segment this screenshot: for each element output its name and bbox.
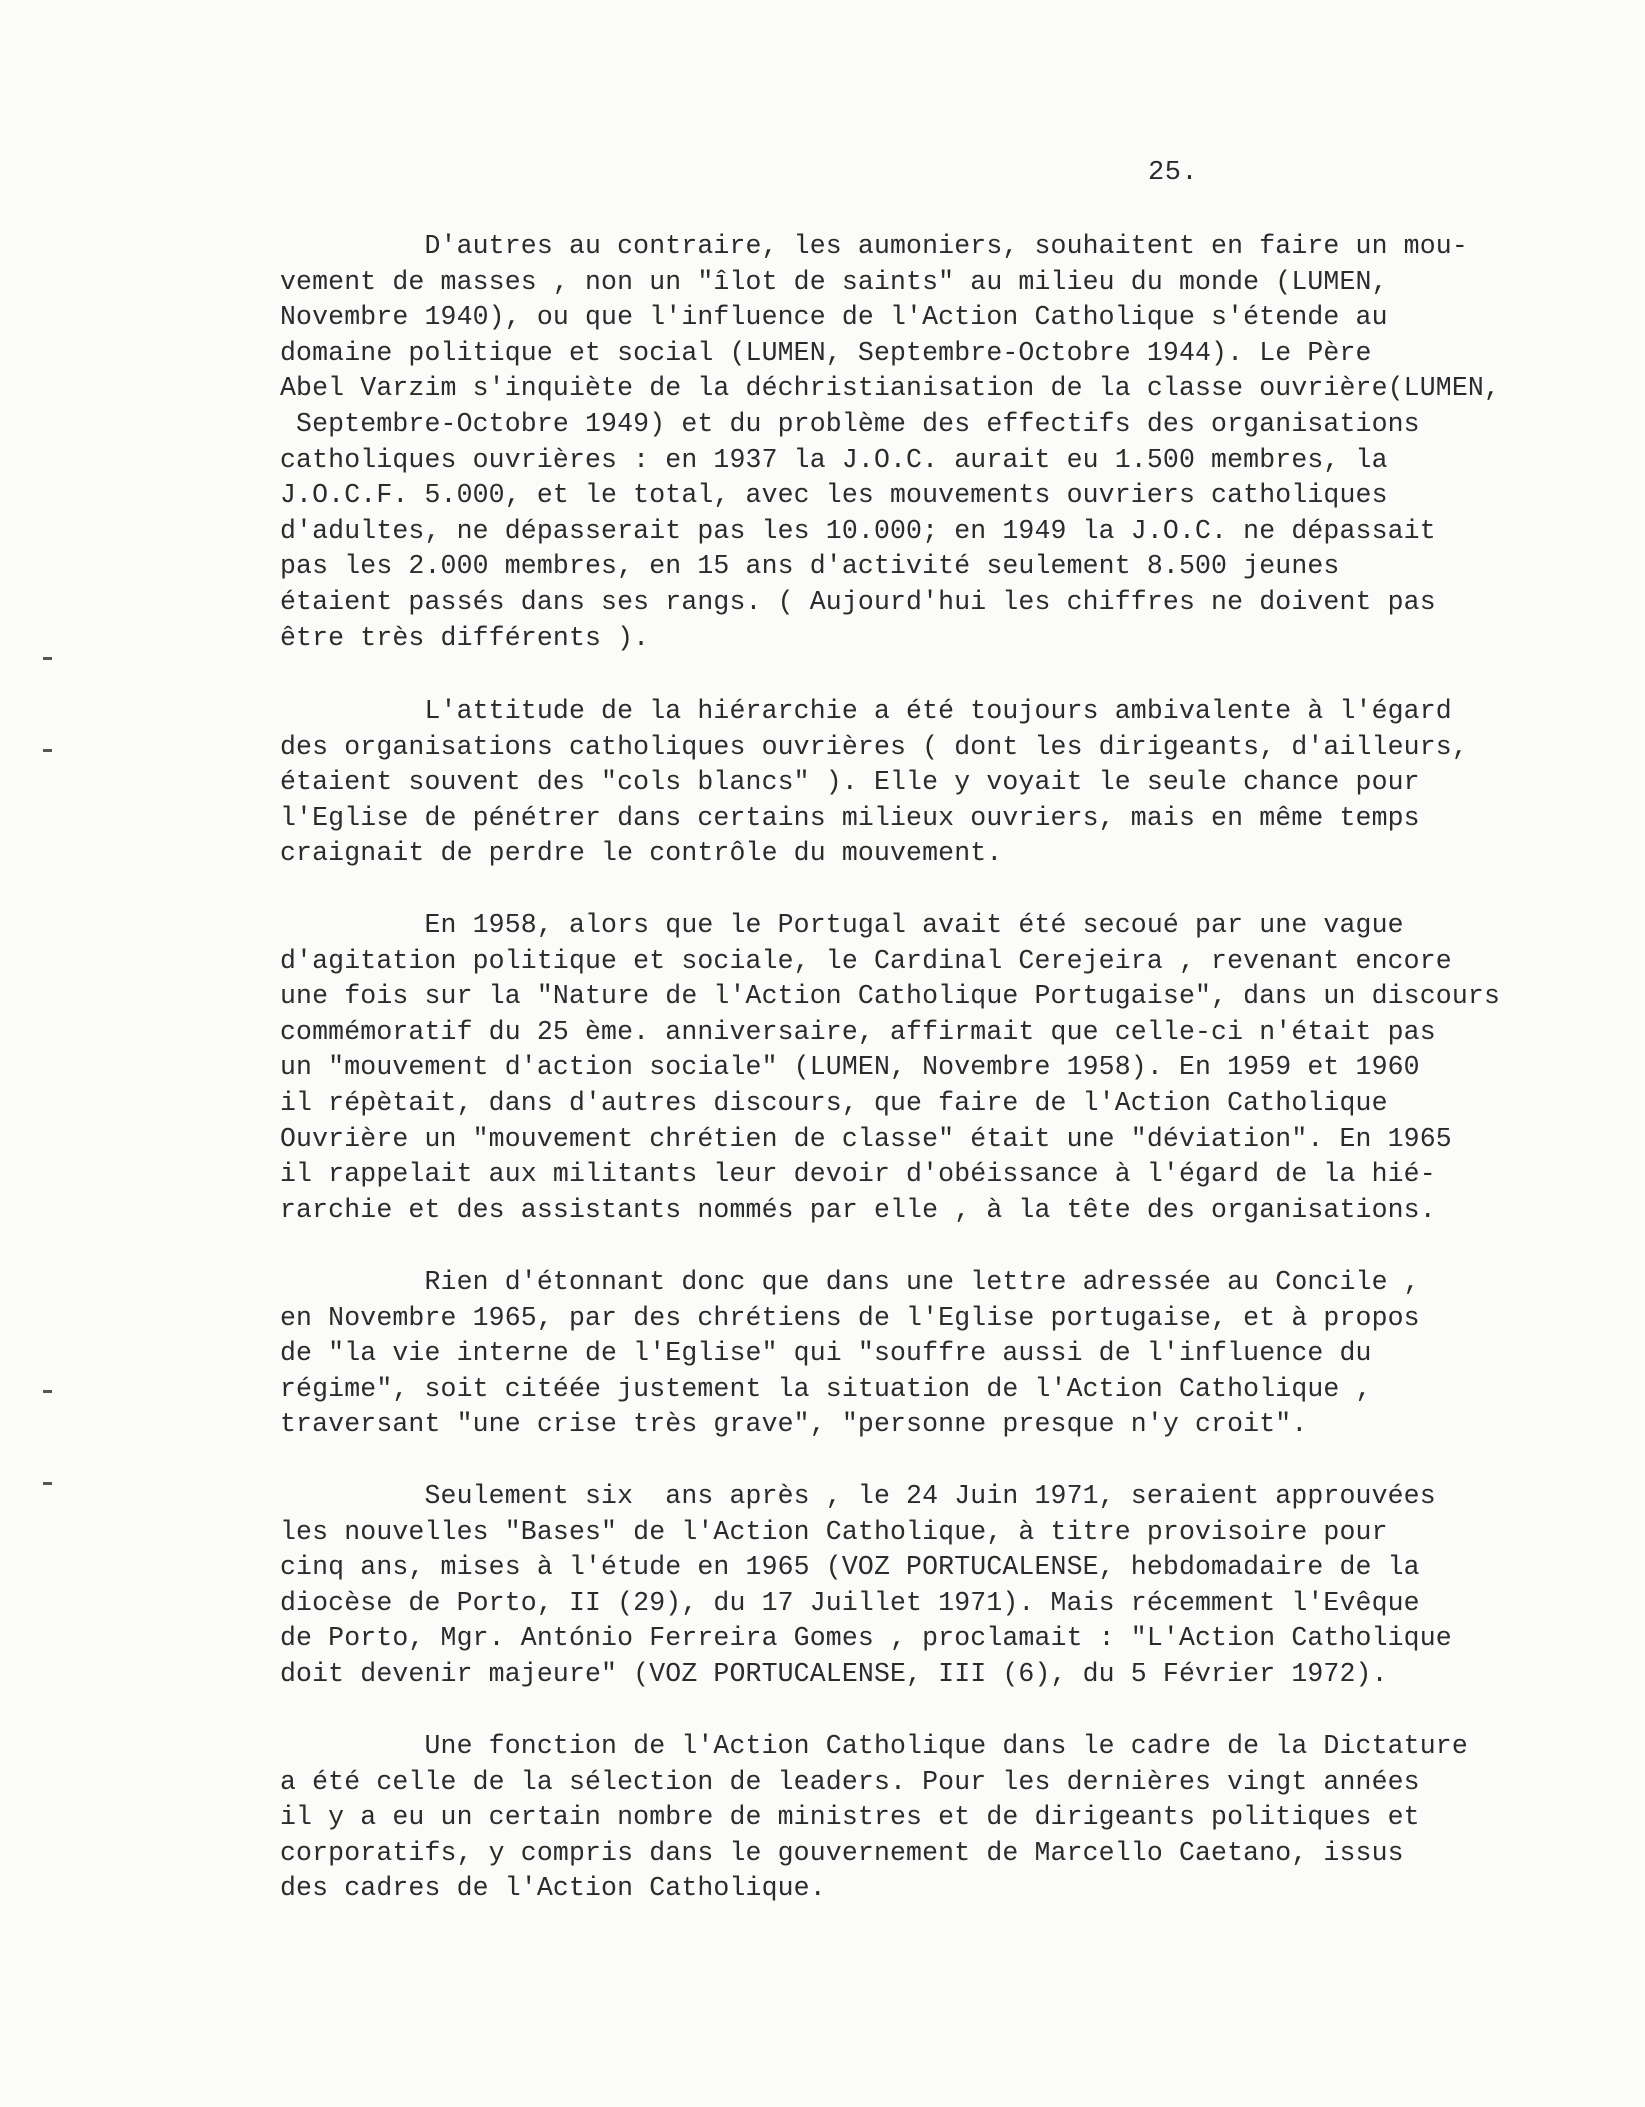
- text-line: cinq ans, mises à l'étude en 1965 (VOZ PORTUCALENSE, hebdomadaire de la: [280, 1552, 1420, 1583]
- text-line: être très différents ).: [280, 622, 650, 653]
- text-line: traversant "une crise très grave", "personne presque n'y croit".: [280, 1409, 1308, 1440]
- text-line: il y a eu un certain nombre de ministres et de dirigeants politiques et: [280, 1802, 1420, 1833]
- paragraph-6: [280, 1729, 1570, 1907]
- text-line: Seulement six ans après , le 24 Juin 1971, seraient approuvées: [280, 1481, 1436, 1511]
- text-line: en Novembre 1965, par des chrétiens de l'Eglise portugaise, et à propos: [280, 1302, 1420, 1333]
- text-line: de Porto, Mgr. António Ferreira Gomes , proclamait : "L'Action Catholique: [280, 1623, 1452, 1654]
- text-line: l'Eglise de pénétrer dans certains milieux ouvriers, mais en même temps: [280, 802, 1420, 833]
- text-line: de "la vie interne de l'Eglise" qui "souffre aussi de l'influence du: [280, 1338, 1372, 1369]
- text-line: Une fonction de l'Action Catholique dans le cadre de la Dictature: [280, 1731, 1468, 1761]
- text-line: régime", soit citéée justement la situation de l'Action Catholique ,: [280, 1373, 1372, 1404]
- text-line: Rien d'étonnant donc que dans une lettre adressée au Concile ,: [280, 1267, 1420, 1297]
- text-line: vement de masses , non un "îlot de saints" au milieu du monde (LUMEN,: [280, 266, 1388, 297]
- text-line: un "mouvement d'action sociale" (LUMEN, Novembre 1958). En 1959 et 1960: [280, 1052, 1420, 1083]
- text-line: corporatifs, y compris dans le gouvernement de Marcello Caetano, issus: [280, 1837, 1404, 1868]
- text-line: des organisations catholiques ouvrières ( dont les dirigeants, d'ailleurs,: [280, 731, 1468, 762]
- text-line: Novembre 1940), ou que l'influence de l'Action Catholique s'étende au: [280, 302, 1388, 333]
- text-line: a été celle de la sélection de leaders. Pour les dernières vingt années: [280, 1766, 1420, 1797]
- page-number: 25.: [1148, 158, 1199, 188]
- text-line: J.O.C.F. 5.000, et le total, avec les mouvements ouvriers catholiques: [280, 480, 1388, 511]
- text-line: doit devenir majeure" (VOZ PORTUCALENSE, III (6), du 5 Février 1972).: [280, 1658, 1388, 1689]
- text-line: diocèse de Porto, II (29), du 17 Juillet 1971). Mais récemment l'Evêque: [280, 1587, 1420, 1618]
- margin-mark: [43, 657, 52, 660]
- paragraph-3: [280, 908, 1570, 1228]
- paragraph-5: [280, 1479, 1570, 1693]
- text-line: Abel Varzim s'inquiète de la déchristianisation de la classe ouvrière(LUMEN,: [280, 373, 1500, 404]
- text-line: une fois sur la "Nature de l'Action Catholique Portugaise", dans un discours: [280, 981, 1500, 1012]
- text-line: D'autres au contraire, les aumoniers, souhaitent en faire un mou-: [280, 231, 1468, 261]
- text-line: Ouvrière un "mouvement chrétien de classe" était une "déviation". En 1965: [280, 1123, 1452, 1154]
- text-line: des cadres de l'Action Catholique.: [280, 1873, 826, 1904]
- paragraph-2: [280, 694, 1570, 872]
- text-line: catholiques ouvrières : en 1937 la J.O.C. aurait eu 1.500 membres, la: [280, 444, 1388, 475]
- margin-mark: [43, 1390, 52, 1393]
- text-line: domaine politique et social (LUMEN, Septembre-Octobre 1944). Le Père: [280, 337, 1372, 368]
- text-line: étaient souvent des "cols blancs" ). Elle y voyait le seule chance pour: [280, 767, 1420, 798]
- text-line: En 1958, alors que le Portugal avait été secoué par une vague: [280, 910, 1404, 940]
- text-line: pas les 2.000 membres, en 15 ans d'activité seulement 8.500 jeunes: [280, 551, 1340, 582]
- text-line: d'agitation politique et sociale, le Cardinal Cerejeira , revenant encore: [280, 945, 1452, 976]
- paragraph-1: [280, 229, 1570, 656]
- text-line: il rappelait aux militants leur devoir d'obéissance à l'égard de la hié-: [280, 1159, 1436, 1190]
- text-line: d'adultes, ne dépasserait pas les 10.000; en 1949 la J.O.C. ne dépassait: [280, 515, 1436, 546]
- text-line: il répètait, dans d'autres discours, que faire de l'Action Catholique: [280, 1087, 1388, 1118]
- text-line: les nouvelles "Bases" de l'Action Catholique, à titre provisoire pour: [280, 1516, 1388, 1547]
- text-line: commémoratif du 25 ème. anniversaire, affirmait que celle-ci n'était pas: [280, 1016, 1436, 1047]
- text-line: L'attitude de la hiérarchie a été toujours ambivalente à l'égard: [280, 696, 1452, 726]
- margin-mark: [43, 749, 52, 752]
- text-line: étaient passés dans ses rangs. ( Aujourd'hui les chiffres ne doivent pas: [280, 586, 1436, 617]
- margin-mark: [43, 1482, 52, 1485]
- text-line: rarchie et des assistants nommés par elle , à la tête des organisations.: [280, 1194, 1436, 1225]
- paragraph-4: [280, 1265, 1570, 1443]
- text-line: Septembre-Octobre 1949) et du problème des effectifs des organisations: [280, 408, 1420, 439]
- text-line: craignait de perdre le contrôle du mouvement.: [280, 838, 1003, 869]
